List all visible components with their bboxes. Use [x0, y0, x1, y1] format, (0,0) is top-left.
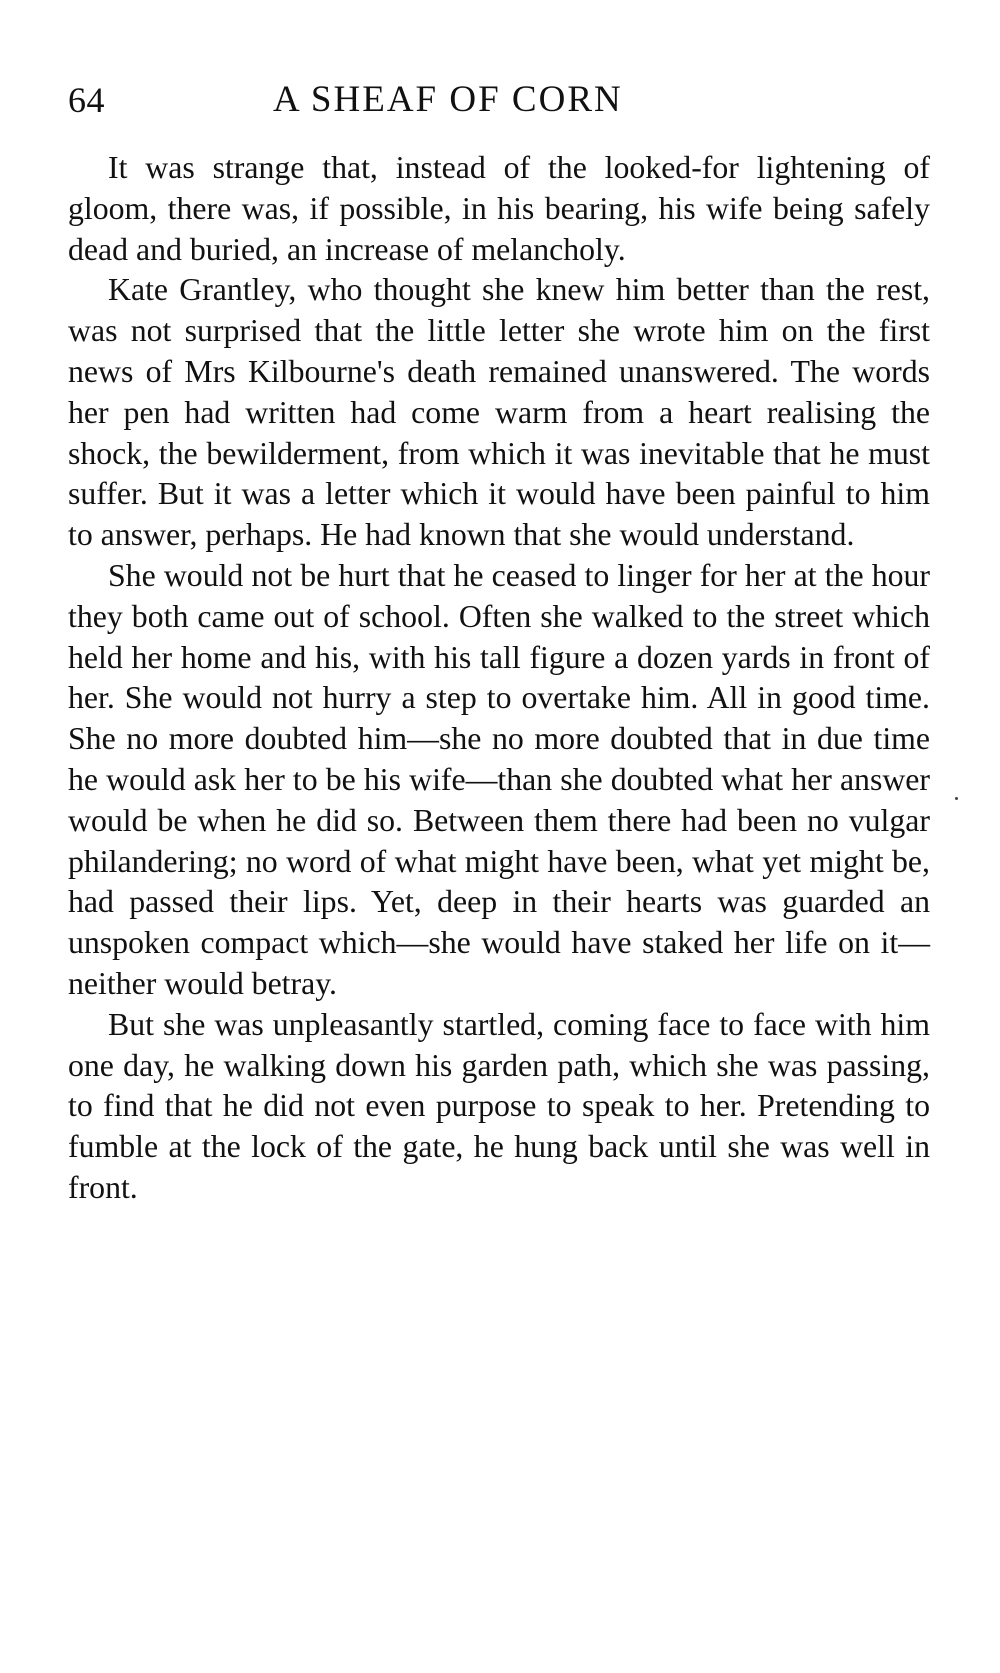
paragraph: It was strange that, instead of the looked-for lightening of gloom, there was, if possible, in his bearing, his wife being safely dead and buried, an increase of melancholy. [68, 150, 930, 267]
paragraph: She would not be hurt that he ceased to linger for her at the hour they both came out of school. Often she walked to the street which held her home and his, with his tall figure a dozen yards in front of her. She would not hurry a step to overtake him. All in good time. She no more doubted him—she no more doubted that in due time he would ask her to be his wife—than she doubted what her answer would be when he did so. Between them there had been no vulgar philandering; no word of what might have been, what yet might be, had passed their lips. Yet, deep in their hearts was guarded an unspoken compact which—she would have staked her life on it—neither would betray. [68, 557, 930, 1001]
page-number: 64 [68, 80, 105, 120]
paragraph: Kate Grantley, who thought she knew him better than the rest, was not surprised that the little letter she wrote him on the first news of Mrs Kilbourne's death remained unanswered. The words her pen had written had come warm from a heart realising the shock, the bewilderment, from which it was inevitable that he must suffer. But it was a letter which it would have been painful to him to answer, perhaps. He had known that she would understand. [68, 272, 930, 553]
body-text [68, 148, 930, 1209]
running-title: A SHEAF OF CORN [273, 79, 623, 120]
ink-speck [955, 797, 958, 800]
paragraph: But she was unpleasantly startled, coming face to face with him one day, he walking down his garden path, which she was passing, to find that he did not even purpose to speak to her. Pretending to fumble at the lock of the gate, he hung back until she was well in front. [68, 1006, 930, 1205]
page-header [68, 70, 930, 130]
